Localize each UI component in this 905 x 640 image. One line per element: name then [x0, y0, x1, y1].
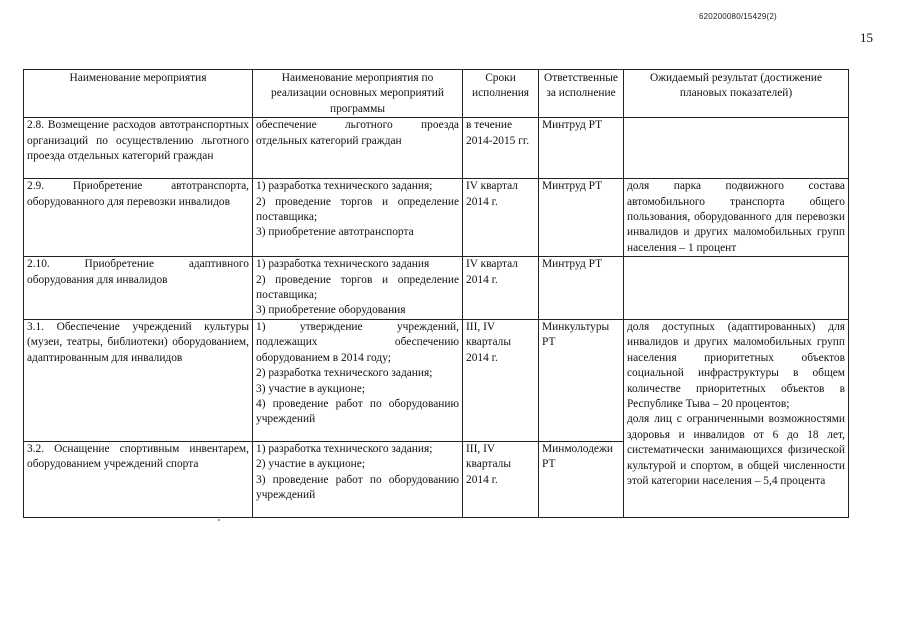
action-item: 3) участие в аукционе;	[256, 382, 365, 395]
table-row	[24, 319, 849, 441]
document-code: 620200080/15429(2)	[699, 12, 777, 21]
action-item: 1) разработка технического задания	[256, 258, 430, 271]
action-item: 3) приобретение автотранспорта	[256, 226, 414, 239]
scan-speck	[218, 519, 220, 521]
responsible-body: Минтруд РТ	[539, 257, 624, 320]
header-activity-name: Наименование мероприятия	[24, 70, 253, 118]
activity-name: 3.1. Обеспечение учреждений культуры (музеи, театры, библиотеки) оборудованием, адаптированным для инвалидов	[24, 319, 253, 441]
activity-name: 2.9. Приобретение автотранспорта, оборудованного для перевозки инвалидов	[24, 179, 253, 257]
deadline: IV квартал 2014 г.	[463, 179, 539, 257]
table-header-row	[24, 70, 849, 118]
activity-name: 3.2. Оснащение спортивным инвентарем, оборудованием учреждений спорта	[24, 441, 253, 517]
expected-result	[624, 118, 849, 179]
responsible-body: Минтруд РТ	[539, 179, 624, 257]
action-item: 1) разработка технического задания;	[256, 442, 433, 455]
header-deadlines: Сроки исполнения	[463, 70, 539, 118]
action-item: 3) приобретение оборудования	[256, 304, 406, 317]
responsible-body: Минмолодежи РТ	[539, 441, 624, 517]
responsible-body: Минкультуры РТ	[539, 319, 624, 441]
implementation-actions	[253, 118, 463, 179]
deadline: III, IV кварталы 2014 г.	[463, 441, 539, 517]
table-row	[24, 257, 849, 320]
deadline: IV квартал 2014 г.	[463, 257, 539, 320]
action-item: 2) разработка технического задания;	[256, 367, 433, 380]
page-number: 15	[860, 30, 873, 45]
activity-name: 2.8. Возмещение расходов автотранспортных организаций по осуществлению льготного проезда отдельных категорий граждан	[24, 118, 253, 179]
action-item: 2) проведение торгов и определение поставщика;	[256, 273, 459, 302]
header-responsible: Ответственные за исполнение	[539, 70, 624, 118]
table-row	[24, 118, 849, 179]
activity-name: 2.10. Приобретение адаптивного оборудования для инвалидов	[24, 257, 253, 320]
implementation-actions	[253, 257, 463, 320]
action-item: 1) утверждение учреждений, подлежащих обеспечению оборудованием в 2014 году;	[256, 320, 459, 364]
expected-result	[624, 257, 849, 320]
action-item: обеспечение льготного проезда отдельных категорий граждан	[256, 119, 459, 147]
action-item: 2) проведение торгов и определение поставщика;	[256, 195, 459, 224]
deadline: III, IV кварталы 2014 г.	[463, 319, 539, 441]
implementation-actions	[253, 319, 463, 441]
action-item: 1) разработка технического задания;	[256, 180, 433, 193]
header-implementation-actions: Наименование мероприятия по реализации основных мероприятий программы	[253, 70, 463, 118]
responsible-body: Минтруд РТ	[539, 118, 624, 179]
table-row	[24, 179, 849, 257]
result-item: доля доступных (адаптированных) для инвалидов и других маломобильных групп населения приоритетных объектов социальной инфраструктуры в общем количестве приоритетных объектов в Республике Тыва – 20 процентов;	[627, 320, 845, 410]
expected-result-merged	[624, 319, 849, 517]
implementation-actions	[253, 441, 463, 517]
action-item: 4) проведение работ по оборудованию учреждений	[256, 397, 459, 426]
action-item: 2) участие в аукционе;	[256, 458, 365, 471]
expected-result: доля парка подвижного состава автомобильного транспорта общего пользования, оборудованного для перевозки инвалидов и других маломобильных групп населения – 1 процент	[624, 179, 849, 257]
implementation-actions	[253, 179, 463, 257]
program-activities-table	[23, 69, 849, 518]
header-expected-result: Ожидаемый результат (достижение плановых показателей)	[624, 70, 849, 118]
action-item: 3) проведение работ по оборудованию учреждений	[256, 473, 459, 502]
deadline: в течение 2014-2015 гг.	[463, 118, 539, 179]
result-item: доля лиц с ограниченными возможностями здоровья и инвалидов от 6 до 18 лет, систематически занимающихся физической культурой и спортом, в общей численности этой категории населения – 5,4 процента	[627, 413, 845, 487]
